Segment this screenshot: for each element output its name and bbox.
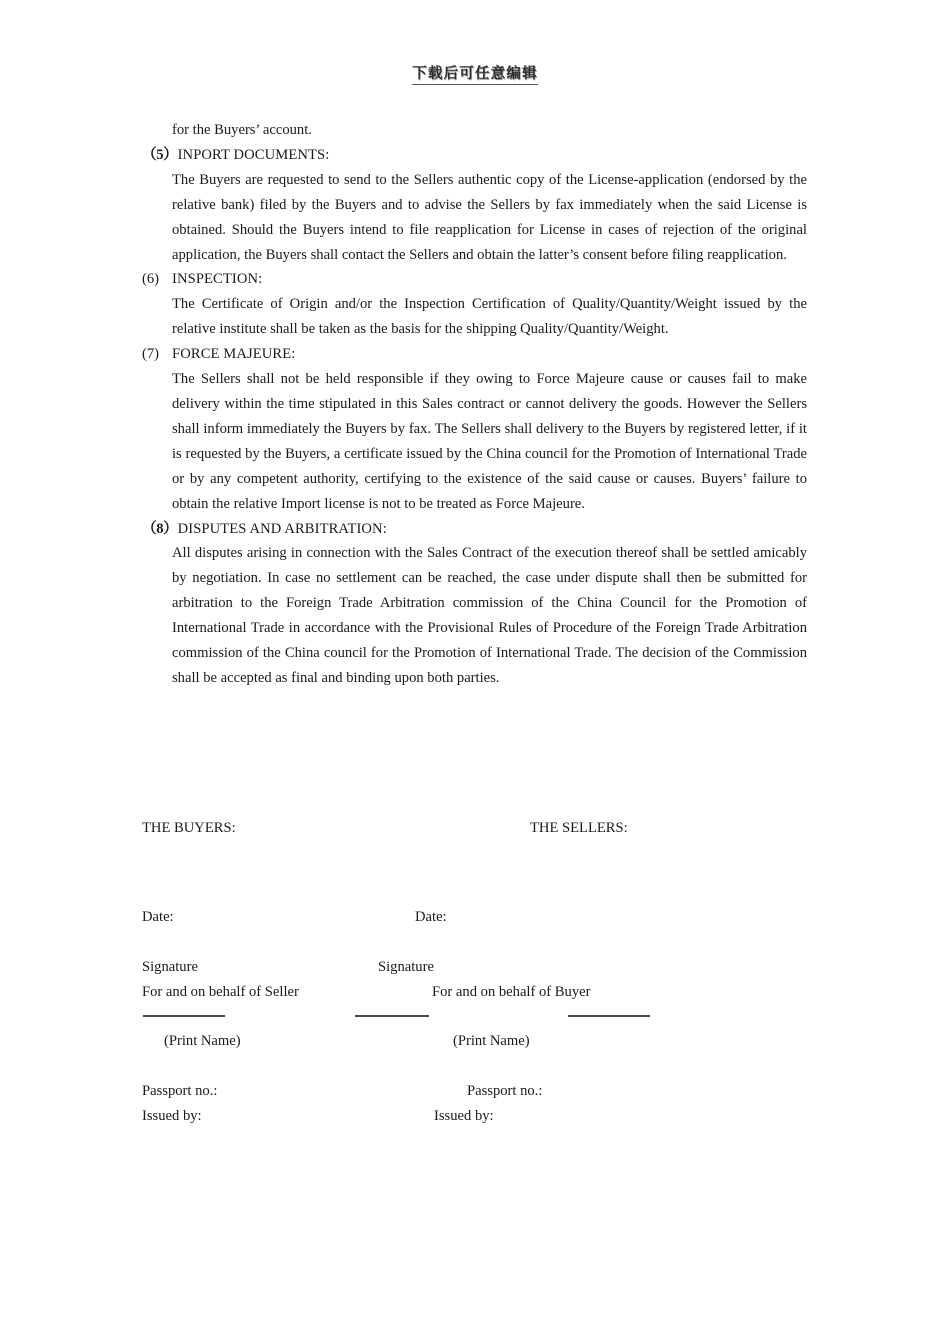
buyers-label: THE BUYERS: [142, 820, 236, 836]
clause-heading-5 [142, 143, 807, 168]
signature-label-left: Signature [142, 959, 198, 975]
behalf-label-left: For and on behalf of Seller [142, 984, 299, 1000]
document-body [142, 118, 807, 691]
signature-rule-3 [568, 1015, 650, 1017]
issued-label-left: Issued by: [142, 1108, 202, 1124]
print-name-right: (Print Name) [453, 1033, 530, 1049]
clause-number-7: (7) [142, 346, 160, 363]
clause-number-5: （5） [142, 146, 178, 163]
clause-number-6: (6) [142, 271, 160, 288]
date-label-right: Date: [415, 909, 447, 925]
clause-title-8: DISPUTES AND ARBITRATION: [177, 520, 387, 537]
header-watermark-text: 下载后可任意编辑 [412, 62, 538, 85]
page-header [0, 62, 950, 85]
passport-label-left: Passport no.: [142, 1083, 218, 1099]
clause-number-8: （8） [142, 520, 178, 537]
date-label-left: Date: [142, 909, 174, 925]
clause-heading-8 [142, 517, 807, 542]
behalf-label-right: For and on behalf of Buyer [432, 984, 591, 1000]
clause-paragraph-7: The Sellers shall not be held responsible if they owing to Force Majeure cause or causes fail to make delivery within the time stipulated in this Sales contract or cannot delivery the goods. However the Sellers shall inform immediately the Buyers by fax. The Sellers shall delivery to the Buyers by registered letter, if it is requested by the Buyers, a certificate issued by the China council for the Promotion of International Trade or by any competent authority, certifying to the existence of the said cause or causes. Buyers’ failure to obtain the relative Import license is not to be treated as Force Majeure. [172, 371, 807, 512]
clause-heading-6 [142, 267, 807, 292]
signature-label-right: Signature [378, 959, 434, 975]
print-name-left: (Print Name) [164, 1033, 241, 1049]
sellers-label: THE SELLERS: [530, 820, 628, 836]
clause-heading-7 [142, 342, 807, 367]
issued-label-right: Issued by: [434, 1108, 494, 1124]
clause-paragraph-8: All disputes arising in connection with the Sales Contract of the execution thereof shall be settled amicably by negotiation. In case no settlement can be reached, the case under dispute shall then be submitted for arbitration to the Foreign Trade Arbitration commission of the China Council for the Promotion of International Trade in accordance with the Provisional Rules of Procedure of the Foreign Trade Arbitration commission of the China council for the Promotion of International Trade. The decision of the Commission shall be accepted as final and binding upon both parties. [172, 545, 807, 686]
clause-title-6: INSPECTION: [172, 271, 263, 288]
clause-paragraph-5: The Buyers are requested to send to the Sellers authentic copy of the License-application (endorsed by the relative bank) filed by the Buyers and to advise the Sellers by fax immediately when the said License is obtained. Should the Buyers intend to file reapplication for License in cases of rejection of the original application, the Buyers shall contact the Sellers and obtain the latter’s consent before filing reapplication. [172, 171, 807, 263]
signature-rule-1 [143, 1015, 225, 1017]
clause-title-7: FORCE MAJEURE: [172, 346, 296, 363]
signature-rule-2 [355, 1015, 429, 1017]
clause-paragraph-6: The Certificate of Origin and/or the Inspection Certification of Quality/Quantity/Weight issued by the relative institute shall be taken as the basis for the shipping Quality/Quantity/Weight. [172, 296, 807, 338]
continuation-line: for the Buyers’ account. [172, 122, 312, 138]
passport-label-right: Passport no.: [467, 1083, 543, 1099]
clause-title-5: INPORT DOCUMENTS: [177, 146, 330, 163]
